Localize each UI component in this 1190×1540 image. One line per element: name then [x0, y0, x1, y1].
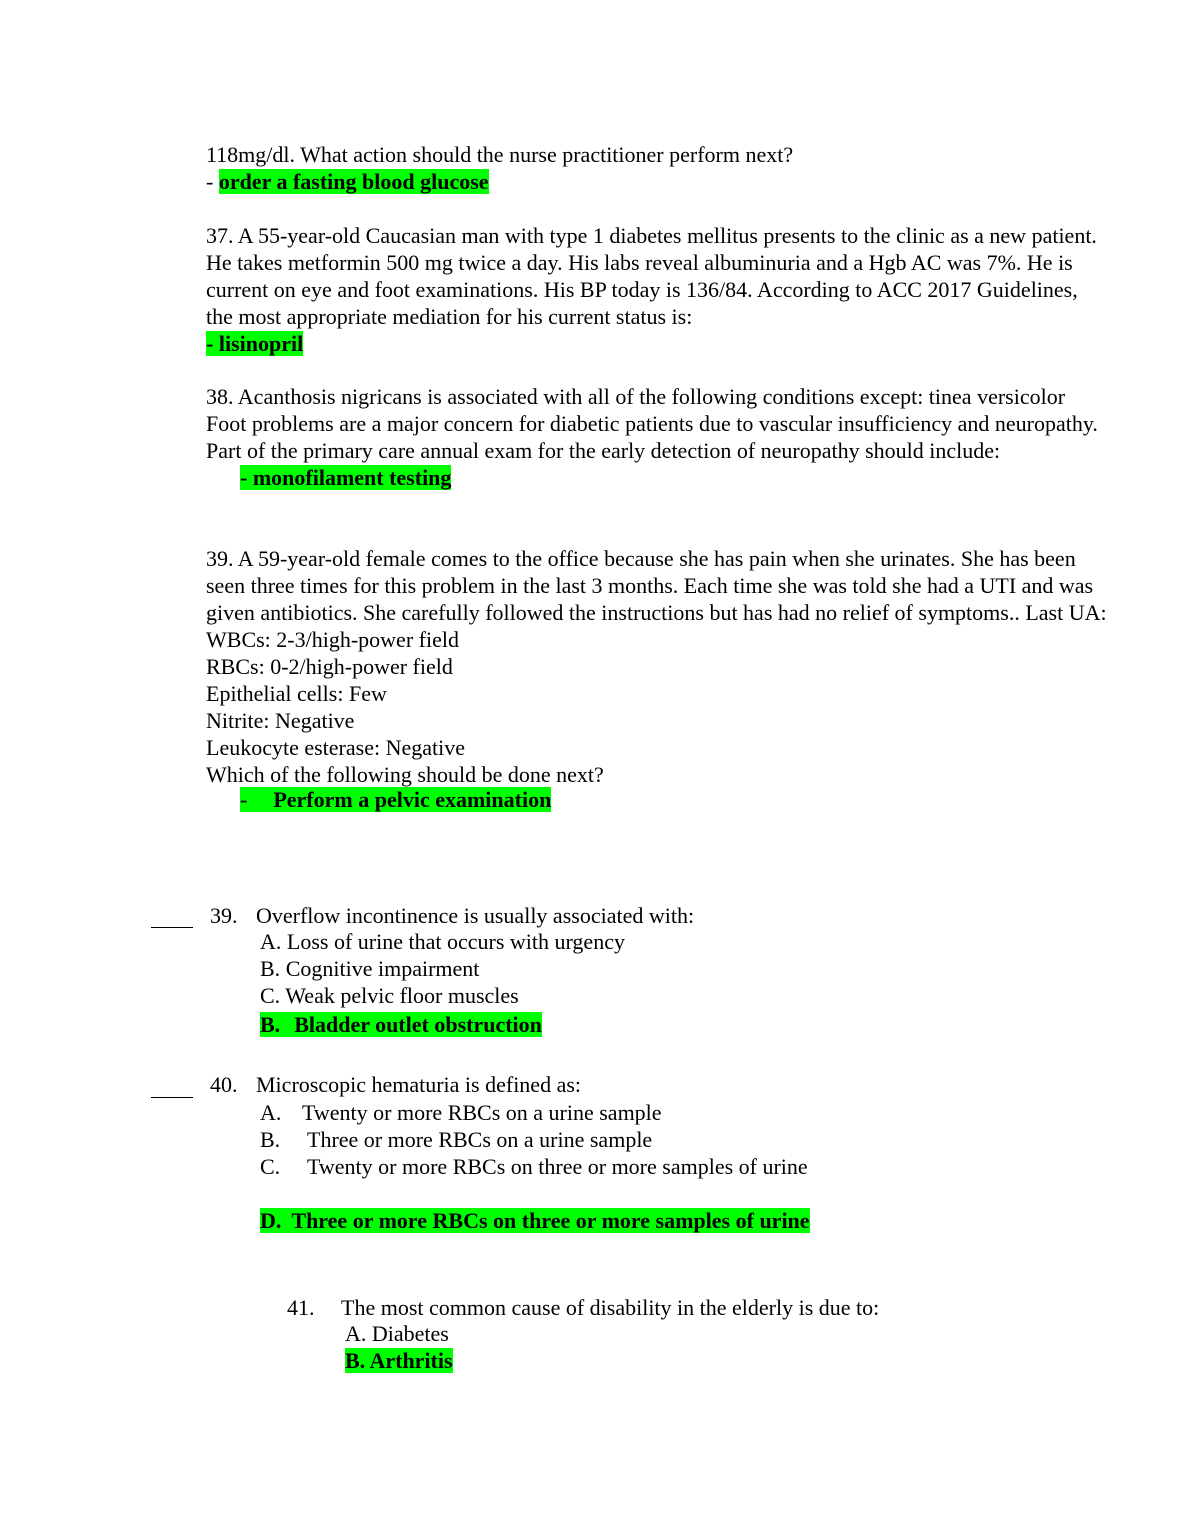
q37-answer: - lisinopril	[206, 331, 304, 356]
q39a-line: Nitrite: Negative	[206, 708, 355, 733]
option-letter: B.	[260, 956, 281, 981]
q39a-line: 39. A 59-year-old female comes to the office because she has pain when she urinates. She has been	[206, 546, 1076, 571]
q39b-answer-letter: B.	[260, 1012, 281, 1037]
q40-answer-blank	[151, 1097, 193, 1098]
q39b-question: Overflow incontinence is usually associated with:	[256, 903, 695, 928]
q37-line: the most appropriate mediation for his current status is:	[206, 304, 693, 329]
q39a-answer-line	[240, 786, 551, 813]
option-letter: C.	[260, 983, 281, 1008]
q41-question: The most common cause of disability in the elderly is due to:	[341, 1295, 880, 1320]
q40-answer-letter: D.	[260, 1208, 282, 1233]
q41-answer-line	[345, 1347, 453, 1374]
q39a-question	[206, 545, 1107, 788]
q39a-answer-dash: -	[240, 787, 248, 812]
option-text: Diabetes	[371, 1321, 449, 1346]
q40-answer	[260, 1207, 810, 1234]
q38-question	[206, 383, 1098, 464]
option-text: Three or more RBCs on a urine sample	[307, 1127, 653, 1152]
option-text: Loss of urine that occurs with urgency	[286, 929, 625, 954]
option-letter: A.	[260, 1100, 282, 1125]
q40-number: 40.	[210, 1072, 238, 1097]
q39a-line: RBCs: 0-2/high-power field	[206, 654, 453, 679]
q38-line: Part of the primary care annual exam for the early detection of neuropathy should include:	[206, 438, 1001, 463]
q39a-line: Epithelial cells: Few	[206, 681, 387, 706]
q36-text: 118mg/dl. What action should the nurse practitioner perform next?	[206, 142, 794, 167]
q36-answer-line	[206, 168, 489, 195]
option-text: Twenty or more RBCs on a urine sample	[302, 1100, 662, 1125]
q37-line: current on eye and foot examinations. His BP today is 136/84. According to ACC 2017 Guidelines,	[206, 277, 1078, 302]
q37-line: He takes metformin 500 mg twice a day. His labs reveal albuminuria and a Hgb AC was 7%. He is	[206, 250, 1073, 275]
q36-answer-prefix: -	[206, 169, 219, 194]
option-item	[260, 955, 479, 982]
q39b-answer-highlight	[260, 1012, 542, 1037]
q39a-line: seen three times for this problem in the last 3 months. Each time she was told she had a UTI and was	[206, 573, 1094, 598]
option-text: Twenty or more RBCs on three or more samples of urine	[307, 1154, 808, 1179]
q40-answer-highlight	[260, 1208, 810, 1233]
option-letter: A.	[345, 1321, 367, 1346]
q39b-number: 39.	[210, 903, 238, 928]
option-item	[345, 1320, 449, 1347]
q39a-answer: Perform a pelvic examination	[273, 787, 552, 812]
option-item	[260, 928, 625, 955]
q39a-line: Leukocyte esterase: Negative	[206, 735, 465, 760]
q38-answer: - monofilament testing	[240, 465, 452, 490]
q40-question: Microscopic hematuria is defined as:	[256, 1072, 582, 1097]
q40-answer-text: Three or more RBCs on three or more samples of urine	[291, 1208, 810, 1233]
option-letter: B.	[260, 1127, 281, 1152]
q39b-answer-text: Bladder outlet obstruction	[294, 1012, 542, 1037]
option-text: Cognitive impairment	[285, 956, 480, 981]
q36-answer: order a fasting blood glucose	[218, 169, 489, 194]
q39b-answer	[260, 1011, 542, 1038]
option-letter: A.	[260, 929, 282, 954]
q38-line: Foot problems are a major concern for diabetic patients due to vascular insufficiency and neuropathy.	[206, 411, 1098, 436]
q39a-line: WBCs: 2-3/high-power field	[206, 627, 459, 652]
q37-question	[206, 222, 1097, 357]
q38-answer-line	[240, 464, 451, 491]
q39a-line: Which of the following should be done next?	[206, 762, 604, 787]
option-text: Weak pelvic floor muscles	[285, 983, 519, 1008]
q41-answer: B. Arthritis	[345, 1348, 453, 1373]
option-letter: C.	[260, 1154, 281, 1179]
option-item	[260, 982, 519, 1009]
q39b-answer-blank	[151, 927, 193, 928]
q39a-line: given antibiotics. She carefully followed the instructions but has had no relief of symptoms.. Last UA:	[206, 600, 1107, 625]
q39a-answer-highlight	[240, 787, 551, 812]
q38-line: 38. Acanthosis nigricans is associated with all of the following conditions except: tinea versicolor	[206, 384, 1066, 409]
q41-number: 41.	[287, 1295, 315, 1320]
q37-line: 37. A 55-year-old Caucasian man with type 1 diabetes mellitus presents to the clinic as a new patient.	[206, 223, 1097, 248]
